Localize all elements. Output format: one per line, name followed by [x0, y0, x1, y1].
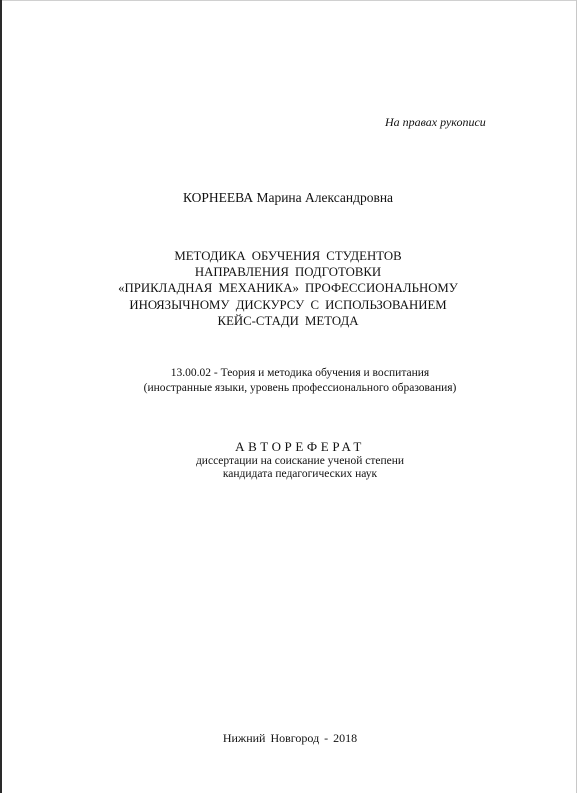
author-name: КОРНЕЕВА Марина Александровна	[183, 190, 394, 205]
abstract-subtitle-line: диссертации на соискание ученой степени	[195, 455, 405, 467]
dissertation-title	[100, 248, 476, 329]
page-left-edge	[0, 0, 2, 793]
abstract-section	[150, 438, 450, 481]
title-line: НАПРАВЛЕНИЯ ПОДГОТОВКИ	[194, 265, 382, 280]
title-line: «ПРИКЛАДНАЯ МЕХАНИКА» ПРОФЕССИОНАЛЬНОМУ	[118, 281, 458, 296]
abstract-subtitle-line: кандидата педагогических наук	[222, 468, 378, 480]
title-line: КЕЙС-СТАДИ МЕТОДА	[217, 313, 359, 328]
manuscript-note: На правах рукописи	[385, 115, 486, 129]
title-line: МЕТОДИКА ОБУЧЕНИЯ СТУДЕНТОВ	[174, 249, 402, 263]
title-line: ИНОЯЗЫЧНОМУ ДИСКУРСУ С ИСПОЛЬЗОВАНИЕМ	[129, 297, 447, 312]
page-top-edge	[0, 0, 577, 1]
specialty-code-line: 13.00.02 - Теория и методика обучения и воспитания	[170, 367, 430, 379]
specialty-detail-line: (иностранные языки, уровень профессионального образования)	[143, 381, 457, 394]
abstract-heading: АВТОРЕФЕРАТ	[235, 439, 365, 454]
specialty-info	[110, 366, 490, 395]
city-year: Нижний Новгород - 2018	[222, 731, 358, 745]
